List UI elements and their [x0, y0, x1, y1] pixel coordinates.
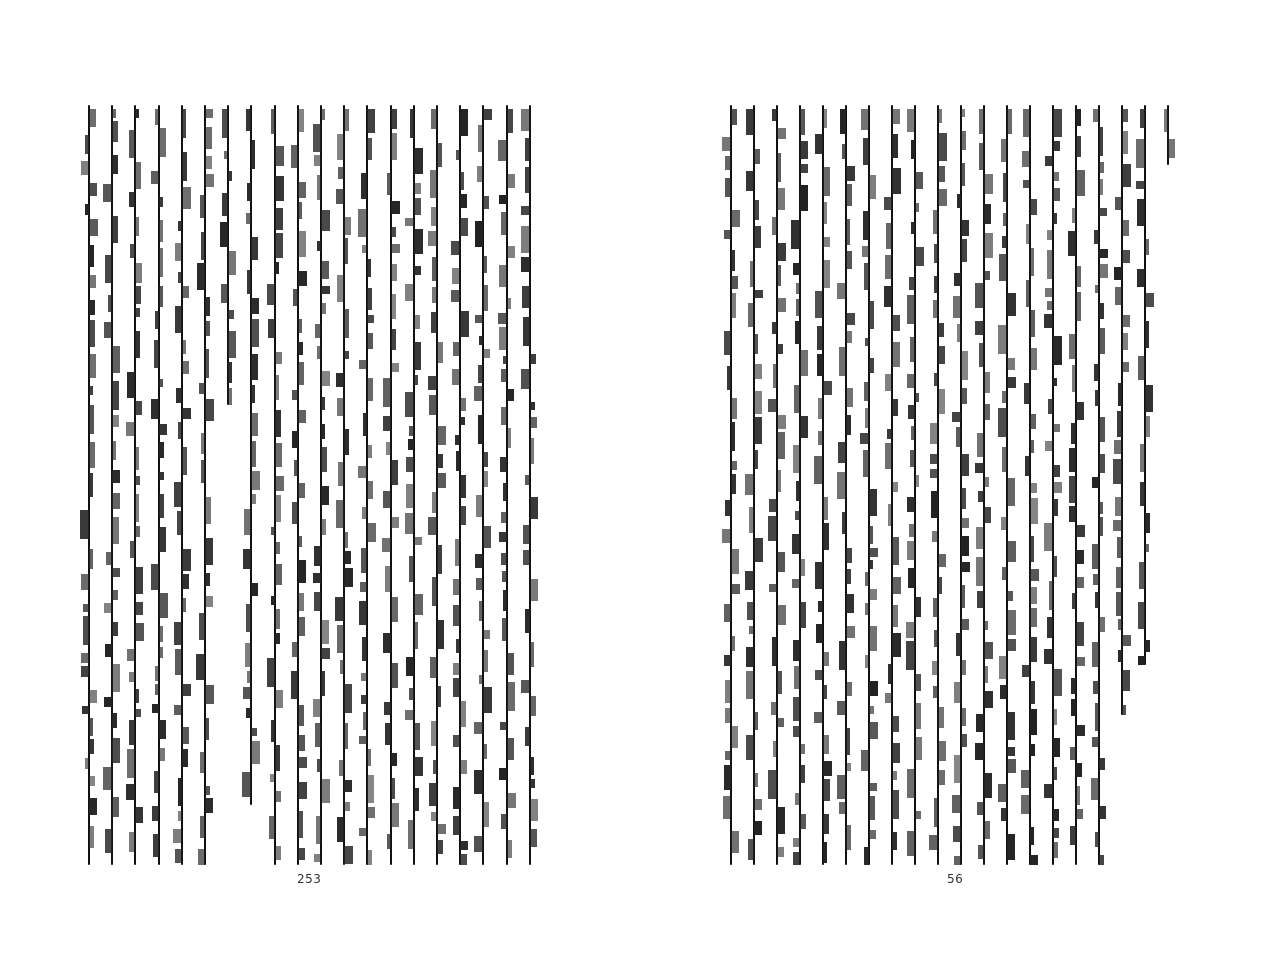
right-page-number: 56 [947, 872, 964, 886]
left-page [84, 105, 546, 865]
right-page [726, 105, 1184, 865]
left-page-number: 253 [297, 872, 322, 886]
